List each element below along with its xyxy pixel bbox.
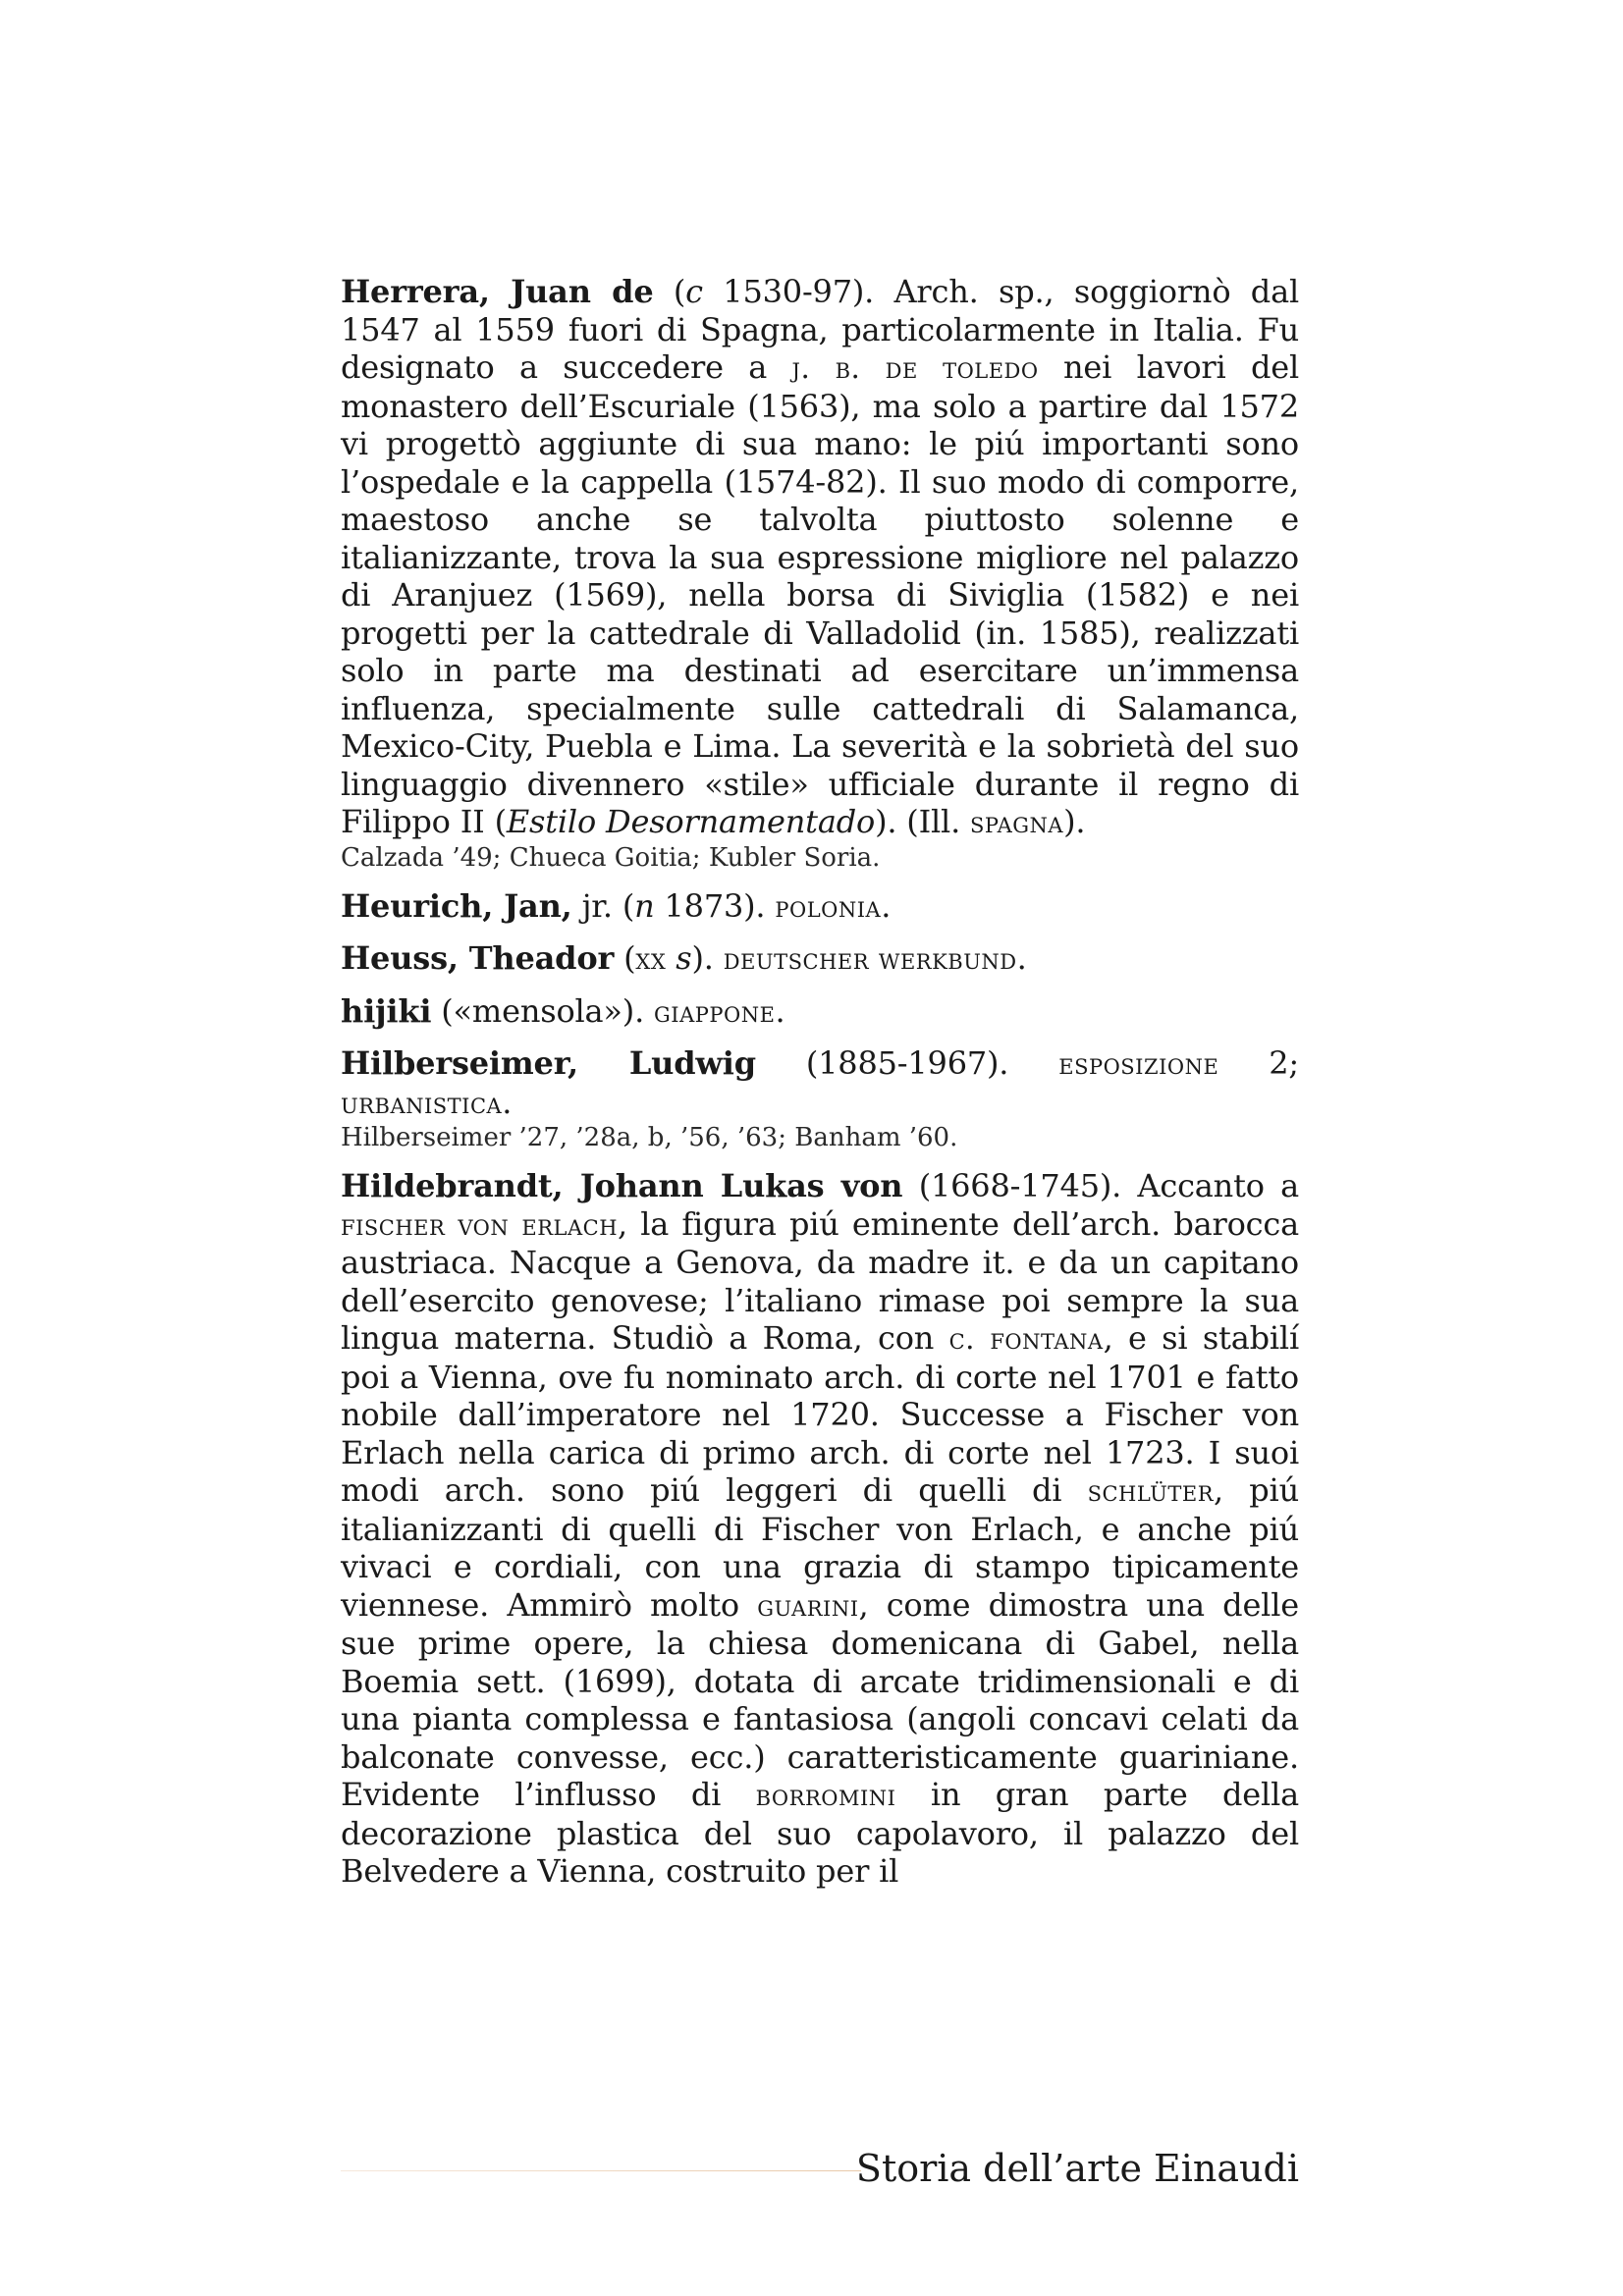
text-run: 1530-97). Arch. sp., soggiornò dal 1547 al 1559 fuori di Spagna, particolarmente in Italia. Fu designato a succedere a (341, 273, 1299, 386)
italic-run: n (634, 886, 655, 925)
entry-text (341, 939, 1299, 979)
headword: Hildebrandt, Johann Lukas von (341, 1167, 903, 1204)
text-run: , piú italianizzanti di quelli di Fischer von Erlach, e anche piú vivaci e cordiali, con una grazia di stampo tipicamente viennese. Ammirò molto (341, 1471, 1299, 1624)
bibliography: Hilberseimer ’27, ’28a, b, ’56, ’63; Banham ’60. (341, 1123, 958, 1152)
cross-reference: borromini (755, 1779, 896, 1812)
text-run: 2; (1218, 1044, 1299, 1082)
entry-heuss (341, 939, 1299, 979)
text-run: , e si stabilí poi a Vienna, ove fu nominato arch. di corte nel 1701 e fatto nobile dall’imperatore nel 1720. Successe a Fischer von Erlach nella carica di primo arch. di corte nel 1723. I suoi modi arch. sono piú leggeri di quelli di (341, 1319, 1299, 1509)
cross-reference: c. fontana (948, 1322, 1104, 1356)
entry-hilberseimer (341, 1044, 1299, 1153)
footer-rule (341, 2170, 861, 2171)
cross-reference: esposizione (1058, 1047, 1219, 1081)
text-run: ). (691, 939, 724, 977)
text-run: ( (614, 939, 636, 977)
headword: Herrera, Juan de (341, 273, 654, 310)
publication-title: Storia dell’arte Einaudi (855, 2147, 1299, 2190)
text-run: , come dimostra una delle sue prime opere, la chiesa domenicana di Gabel, nella Boemia sett. (1699), dotata di arcate tridimensionali e di una pianta complessa e fantasiosa (angoli concavi celati da balconate convesse, ecc.) caratteristicamente guariniane. Evidente l’influsso di (341, 1585, 1299, 1813)
text-run: ( (653, 273, 686, 310)
cross-reference: polonia (775, 889, 882, 924)
headword: Hilberseimer, Ludwig (341, 1044, 756, 1082)
text-run (666, 939, 676, 977)
entry-text (341, 1044, 1299, 1122)
text-run: (1668-1745). Accanto a (902, 1167, 1299, 1204)
text-run: 1873). (654, 886, 776, 925)
cross-reference: spagna (970, 806, 1064, 839)
entry-heurich (341, 887, 1299, 927)
italic-run: c (685, 273, 703, 310)
cross-reference: urbanistica (341, 1086, 503, 1120)
page-footer (341, 2145, 1299, 2194)
italic-run: Estilo Desornamentado (506, 803, 876, 840)
text-run: jr. ( (571, 886, 635, 925)
entry-text (341, 273, 1299, 842)
text-run: (1885-1967). (755, 1044, 1059, 1082)
text-run: . (881, 886, 892, 925)
text-run: in gran parte della decorazione plastica del suo capolavoro, il palazzo del Belvedere a Vienna, costruito per il (341, 1776, 1299, 1890)
entry-text (341, 887, 1299, 927)
cross-reference: fischer von erlach (341, 1207, 619, 1242)
italic-run: s (676, 939, 692, 977)
entry-herrera (341, 273, 1299, 874)
dictionary-text (341, 273, 1299, 1904)
headword: Heuss, Theador (341, 939, 615, 977)
entry-text (341, 1167, 1299, 1891)
text-run: ). (1063, 803, 1086, 840)
headword: Heurich, Jan, (341, 886, 572, 925)
headword: hijiki (341, 991, 432, 1030)
text-run: , la figura piú eminente dell’arch. barocca austriaca. Nacque a Genova, da madre it. e da un capitano dell’esercito genovese; l’italiano rimase poi sempre la sua lingua materna. Studiò a Roma, con (341, 1204, 1300, 1357)
cross-reference: giappone (654, 994, 776, 1029)
text-run: nei lavori del monastero dell’Escuriale (1563), ma solo a partire dal 1572 vi progettò aggiunte di sua mano: le piú importanti sono l’ospedale e la cappella (1574-82). Il suo modo di comporre, maestoso anche se talvolta piuttosto solenne e italianizzante, trova la sua espressione migliore nel palazzo di Aranjuez (1569), nella borsa di Siviglia (1582) e nei progetti per la cattedrale di Valladolid (in. 1585), realizzati solo in parte ma destinati ad esercitare un’immensa influenza, specialmente sulle cattedrali di Salamanca, Mexico-City, Puebla e Lima. La severità e la sobrietà del suo linguaggio divennero «stile» ufficiale durante il regno di Filippo II ( (341, 348, 1299, 840)
cross-reference: schlüter (1087, 1474, 1215, 1508)
text-run: . (502, 1083, 513, 1121)
text-run: . (1016, 939, 1027, 977)
cross-reference: guarini (757, 1588, 859, 1623)
entry-text (341, 992, 1299, 1032)
entry-hijiki (341, 992, 1299, 1032)
cross-reference: deutscher werkbund (723, 942, 1017, 976)
text-run: . (775, 991, 785, 1030)
text-run: («mensola»). (431, 991, 655, 1030)
small-caps-run: xx (635, 942, 667, 976)
cross-reference: j. b. de toledo (791, 351, 1039, 385)
entry-hildebrandt (341, 1167, 1299, 1891)
text-run: ). (Ill. (875, 803, 971, 840)
bibliography: Calzada ’49; Chueca Goitia; Kubler Soria. (341, 842, 881, 873)
